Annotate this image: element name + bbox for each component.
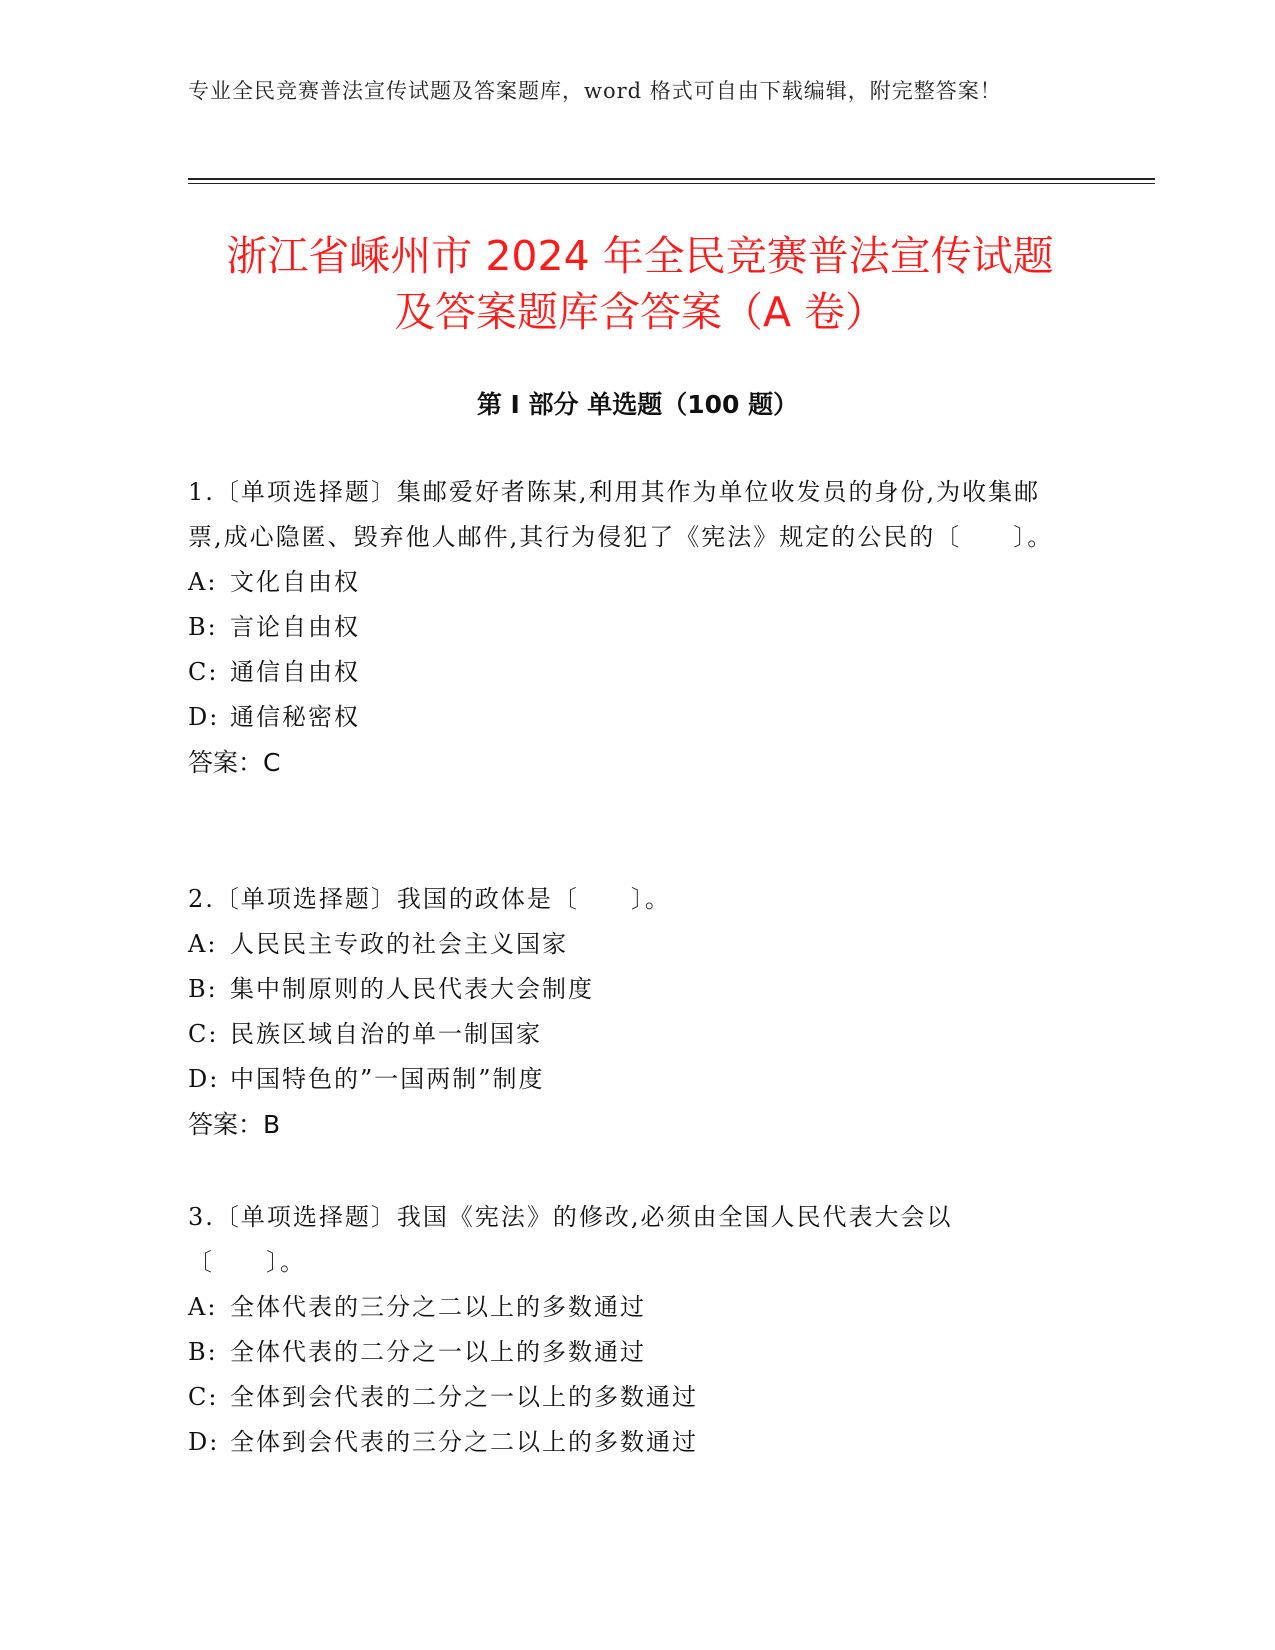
option-a (188, 560, 1068, 605)
answer-line: 答案：B (188, 1110, 281, 1139)
document-title (180, 228, 1100, 340)
section-heading: 第 I 部分 单选题（100 题） (476, 390, 799, 419)
option-key: B: (188, 613, 218, 641)
option-key: C: (188, 1020, 219, 1048)
question-1 (188, 470, 1068, 785)
question-stem: 1.〔单项选择题〕集邮爱好者陈某,利用其作为单位收发员的身份,为收集邮票,成心隐匿、毁弃他人邮件,其行为侵犯了《宪法》规定的公民的〔 〕。 (188, 478, 1054, 551)
option-text: 集中制原则的人民代表大会制度 (230, 975, 594, 1003)
option-key: C: (188, 1383, 219, 1411)
option-d (188, 1057, 1068, 1102)
question-stem: 3.〔单项选择题〕我国《宪法》的修改,必须由全国人民代表大会以〔 〕。 (188, 1203, 953, 1276)
header-rule-thick (188, 178, 1155, 180)
option-c (188, 1012, 1068, 1057)
option-text: 民族区域自治的单一制国家 (230, 1020, 542, 1048)
option-text: 通信秘密权 (230, 703, 360, 731)
option-key: D: (188, 1065, 220, 1093)
option-key: D: (188, 1428, 220, 1456)
option-text: 通信自由权 (230, 658, 360, 686)
option-key: A: (188, 930, 218, 958)
answer-line: 答案：C (188, 748, 281, 777)
option-text: 文化自由权 (230, 568, 360, 596)
option-a (188, 1285, 1068, 1330)
option-text: 中国特色的”一国两制”制度 (230, 1065, 545, 1093)
option-key: B: (188, 1338, 218, 1366)
document-title-line-2: 及答案题库含答案（A 卷） (393, 288, 887, 336)
header-rule-thin (188, 183, 1155, 184)
question-stem: 2.〔单项选择题〕我国的政体是〔 〕。 (188, 885, 671, 913)
option-c (188, 1375, 1068, 1420)
option-text: 全体代表的二分之一以上的多数通过 (230, 1338, 646, 1366)
option-text: 全体到会代表的二分之一以上的多数通过 (230, 1383, 698, 1411)
header-note: 专业全民竞赛普法宣传试题及答案题库，word 格式可自由下载编辑，附完整答案！ (188, 79, 1002, 103)
question-2 (188, 877, 1068, 1147)
option-key: A: (188, 568, 218, 596)
option-c (188, 650, 1068, 695)
option-key: B: (188, 975, 218, 1003)
option-b (188, 605, 1068, 650)
question-3 (188, 1195, 1068, 1465)
document-title-line-1: 浙江省嵊州市 2024 年全民竞赛普法宣传试题 (226, 232, 1054, 280)
option-text: 全体代表的三分之二以上的多数通过 (230, 1293, 646, 1321)
option-text: 全体到会代表的三分之二以上的多数通过 (230, 1428, 698, 1456)
option-a (188, 922, 1068, 967)
option-key: A: (188, 1293, 218, 1321)
option-d (188, 1420, 1068, 1465)
option-key: C: (188, 658, 219, 686)
option-key: D: (188, 703, 220, 731)
option-b (188, 967, 1068, 1012)
option-text: 言论自由权 (230, 613, 360, 641)
option-text: 人民民主专政的社会主义国家 (230, 930, 568, 958)
option-d (188, 695, 1068, 740)
option-b (188, 1330, 1068, 1375)
